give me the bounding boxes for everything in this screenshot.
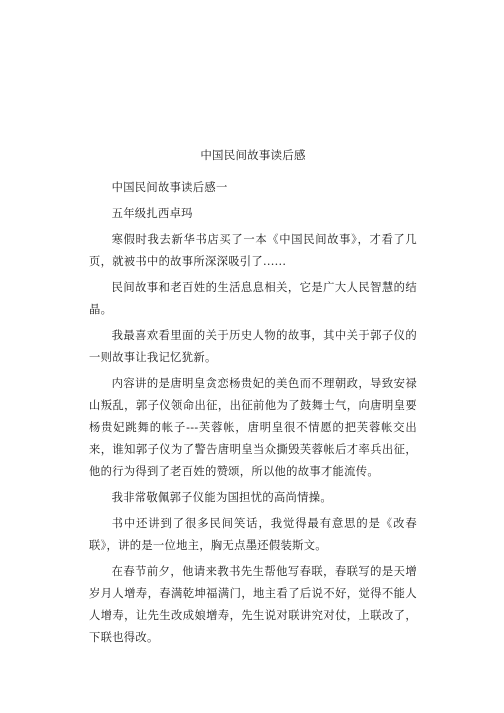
paragraph: 我最喜欢看里面的关于历史人物的故事，其中关于郭子仪的一则故事让我记忆犹新。 [89,329,417,364]
paragraph: 书中还讲到了很多民间笑话，我觉得最有意思的是《改春联》，讲的是一位地主，胸无点墨还假装斯文。 [89,517,417,552]
paragraph: 寒假时我去新华书店买了一本《中国民间故事》，才看了几页，就被书中的故事所深深吸引了...... [89,233,417,268]
document-body [89,147,417,653]
paragraph: 民间故事和老百姓的生活息息相关，它是广大人民智慧的结晶。 [89,281,417,316]
paragraph: 内容讲的是唐明皇贪恋杨贵妃的美色而不理朝政，导致安禄山叛乱，郭子仪领命出征，出征前他为了鼓舞士气，向唐明皇要杨贵妃跳舞的帐子---芙蓉帐，唐明皇很不情愿的把芙蓉帐交出来，谁知郭子仪为了警告唐明皇当众撕毁芙蓉帐后才率兵出征，他的行为得到了老百姓的赞颂，所以他的故事才能流传。 [89,377,417,478]
paragraph: 我非常敬佩郭子仪能为国担忧的高尚情操。 [111,491,332,504]
paragraph: 在春节前夕，他请来教书先生帮他写春联，春联写的是天增岁月人增寿，春满乾坤福满门，地主看了后说不好，觉得不能人人增寿，让先生改成娘增寿，先生说对联讲究对仗，上联改了，下联也得改。 [89,565,417,644]
document-title: 中国民间故事读后感 [200,148,306,162]
paragraph-author: 五年级扎西卓玛 [111,207,193,220]
paragraph-subtitle: 中国民间故事读后感一 [111,181,228,194]
